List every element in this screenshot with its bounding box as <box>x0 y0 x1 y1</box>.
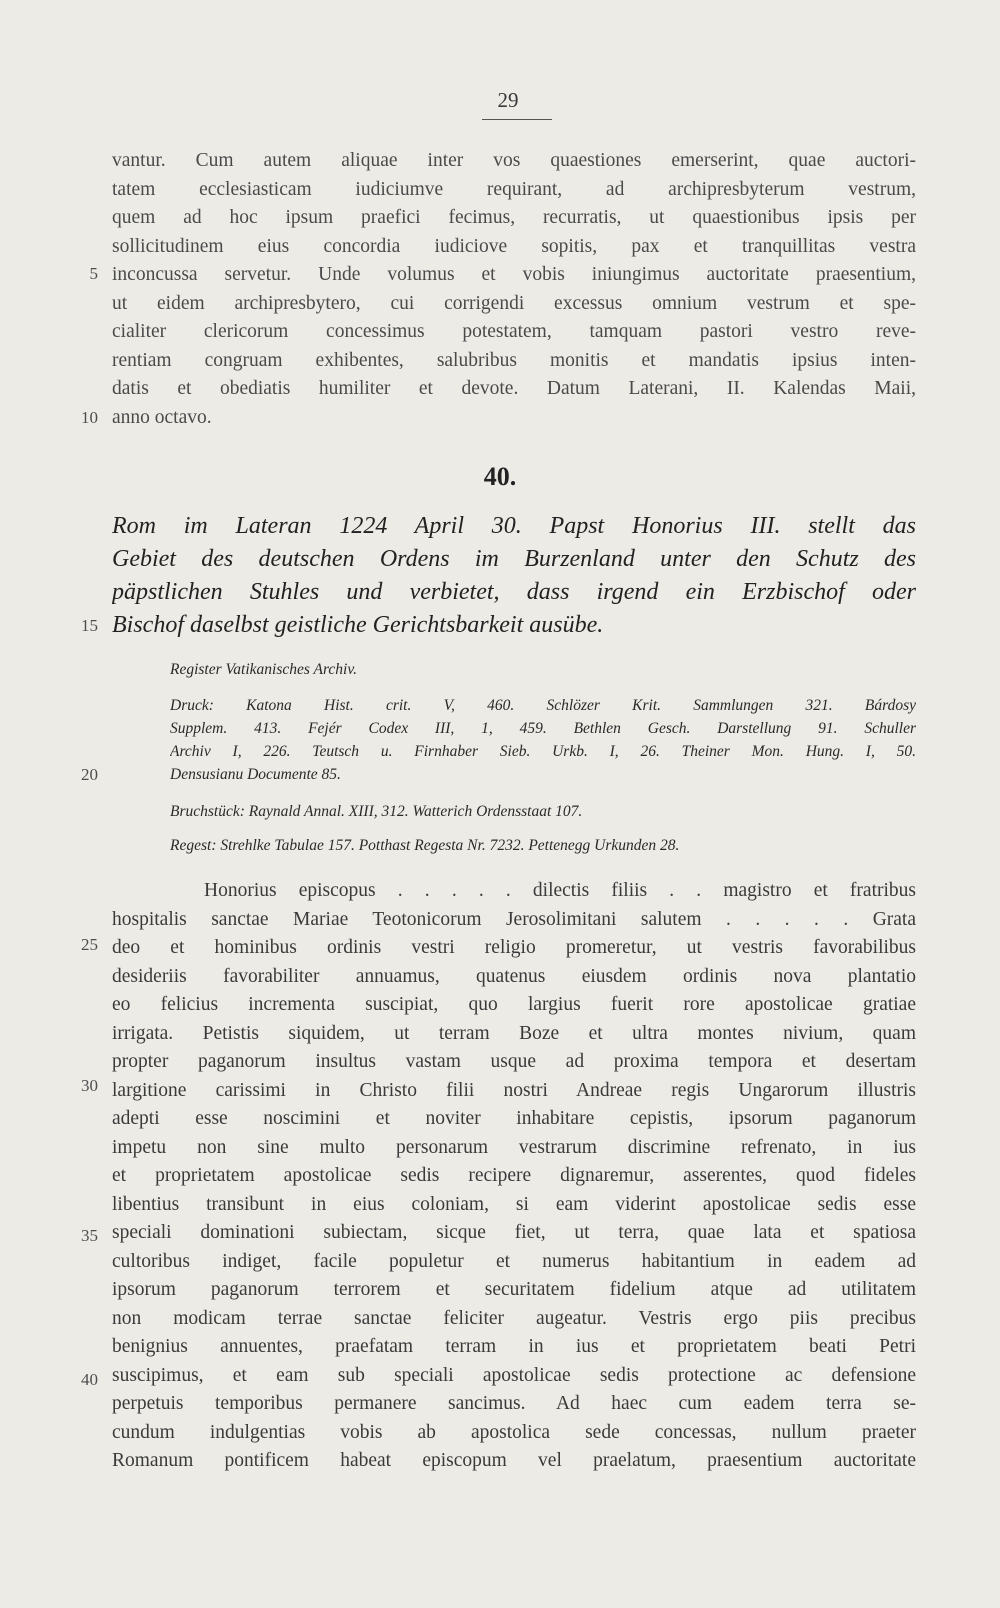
reference-line: Densusianu Documente 85. <box>170 766 341 783</box>
text-line: inconcussa servetur. Unde volumus et vobis iniungimus auctoritate praesentium, <box>112 264 916 285</box>
reference-line: Supplem. 413. Fejér Codex III, 1, 459. Bethlen Gesch. Darstellung 91. Schuller <box>170 720 916 737</box>
line-number-40: 40 <box>81 1370 98 1389</box>
register-reference: Register Vatikanisches Archiv. <box>170 661 357 678</box>
text-line: perpetuis temporibus permanere sancimus. Ad haec cum eadem terra se- <box>112 1393 916 1414</box>
druck-reference <box>170 694 916 786</box>
line-number-15: 15 <box>81 616 98 635</box>
text-line: desideriis favorabiliter annuamus, quatenus eiusdem ordinis nova plantatio <box>112 965 916 987</box>
intro-paragraph <box>112 147 916 432</box>
text-line: adepti esse noscimini et noviter inhabitare cepistis, ipsorum paganorum <box>112 1108 916 1129</box>
line-number-30: 30 <box>81 1076 98 1095</box>
text-line: suscipimus, et eam sub speciali apostolicae sedis protectione ac defensione <box>112 1364 916 1386</box>
line-number-5: 5 <box>89 264 98 283</box>
text-line: ut eidem archipresbytero, cui corrigendi excessus omnium vestrum et spe- <box>112 292 916 314</box>
text-line: ipsorum paganorum terrorem et securitatem fidelium atque ad utilitatem <box>112 1279 916 1300</box>
regest-references <box>170 834 916 857</box>
page-number-rule <box>482 119 552 120</box>
text-line: anno octavo. <box>112 406 212 428</box>
bruchstueck-references <box>170 800 916 823</box>
text-line: quem ad hoc ipsum praefici fecimus, recurratis, ut quaestionibus ipsis per <box>112 207 916 228</box>
line-number-25: 25 <box>81 935 98 954</box>
text-line: impetu non sine multo personarum vestrarum discrimine refrenato, in ius <box>112 1136 916 1158</box>
text-line: libentius transibunt in eius coloniam, si eam viderint apostolicae sedis esse <box>112 1193 916 1215</box>
line-number-35: 35 <box>81 1226 98 1245</box>
reference-line: Archiv I, 226. Teutsch u. Firnhaber Sieb. Urkb. I, 26. Theiner Mon. Hung. I, 50. <box>170 743 916 760</box>
text-line: cialiter clericorum concessimus potestatem, tamquam pastori vestro reve- <box>112 321 916 342</box>
text-line: et proprietatem apostolicae sedis recipere dignaremur, asserentes, quod fideles <box>112 1165 916 1186</box>
text-line: datis et obediatis humiliter et devote. Datum Laterani, II. Kalendas Maii, <box>112 378 916 399</box>
text-line: Romanum pontificem habeat episcopum vel praelatum, praesentium auctoritate <box>112 1450 916 1471</box>
text-line: speciali dominationi subiectam, sicque fiet, ut terra, quae lata et spatiosa <box>112 1222 916 1243</box>
text-line: largitione carissimi in Christo filii nostri Andreae regis Ungarorum illustris <box>112 1079 916 1101</box>
document-heading <box>112 510 916 642</box>
main-text <box>112 877 916 1476</box>
heading-line: Rom im Lateran 1224 April 30. Papst Honorius III. stellt das <box>112 513 916 539</box>
line-number-10: 10 <box>81 408 98 427</box>
bruchstueck-reference: Bruchstück: Raynald Annal. XIII, 312. Watterich Ordensstaat 107. <box>170 803 583 820</box>
text-line: rentiam congruam exhibentes, salubribus monitis et mandatis ipsius inten- <box>112 349 916 371</box>
heading-line: päpstlichen Stuhles und verbietet, dass irgend ein Erzbischof oder <box>112 579 916 605</box>
page-number: 29 <box>497 88 519 112</box>
line-number-20: 20 <box>81 765 98 784</box>
text-line: cultoribus indiget, facile populetur et numerus habitantium in eadem ad <box>112 1250 916 1272</box>
regest-reference: Regest: Strehlke Tabulae 157. Potthast Regesta Nr. 7232. Pettenegg Urkunden 28. <box>170 837 680 854</box>
text-line: sollicitudinem eius concordia iudiciove sopitis, pax et tranquillitas vestra <box>112 235 916 257</box>
text-line: deo et hominibus ordinis vestri religio promeretur, ut vestris favorabilibus <box>112 937 916 958</box>
text-line: Honorius episcopus . . . . . dilectis filiis . . magistro et fratribus <box>204 880 916 901</box>
text-line: eo felicius incrementa suscipiat, quo largius fuerit rore apostolicae gratiae <box>112 994 916 1015</box>
text-line: cundum indulgentias vobis ab apostolica sede concessas, nullum praeter <box>112 1421 916 1443</box>
heading-line: Bischof daselbst geistliche Gerichtsbarkeit ausübe. <box>112 612 604 638</box>
document-number: 40. <box>483 462 517 491</box>
text-line: propter paganorum insultus vastam usque ad proxima tempora et desertam <box>112 1051 916 1072</box>
reference-line: Druck: Katona Hist. crit. V, 460. Schlözer Krit. Sammlungen 321. Bárdosy <box>170 697 916 714</box>
bibliographic-references <box>170 658 916 681</box>
text-line: irrigata. Petistis siquidem, ut terram Boze et ultra montes nivium, quam <box>112 1022 916 1044</box>
druck-references <box>170 694 916 786</box>
text-line: vantur. Cum autem aliquae inter vos quaestiones emerserint, quae auctori- <box>112 150 916 171</box>
heading-line: Gebiet des deutschen Ordens im Burzenland unter den Schutz des <box>112 546 916 572</box>
text-line: benignius annuentes, praefatam terram in ius et proprietatem beati Petri <box>112 1336 916 1357</box>
text-line: non modicam terrae sanctae feliciter augeatur. Vestris ergo piis precibus <box>112 1307 916 1329</box>
text-line: tatem ecclesiasticam iudiciumve requirant, ad archipresbyterum vestrum, <box>112 178 916 200</box>
text-line: hospitalis sanctae Mariae Teotonicorum Jerosolimitani salutem . . . . . Grata <box>112 908 916 930</box>
